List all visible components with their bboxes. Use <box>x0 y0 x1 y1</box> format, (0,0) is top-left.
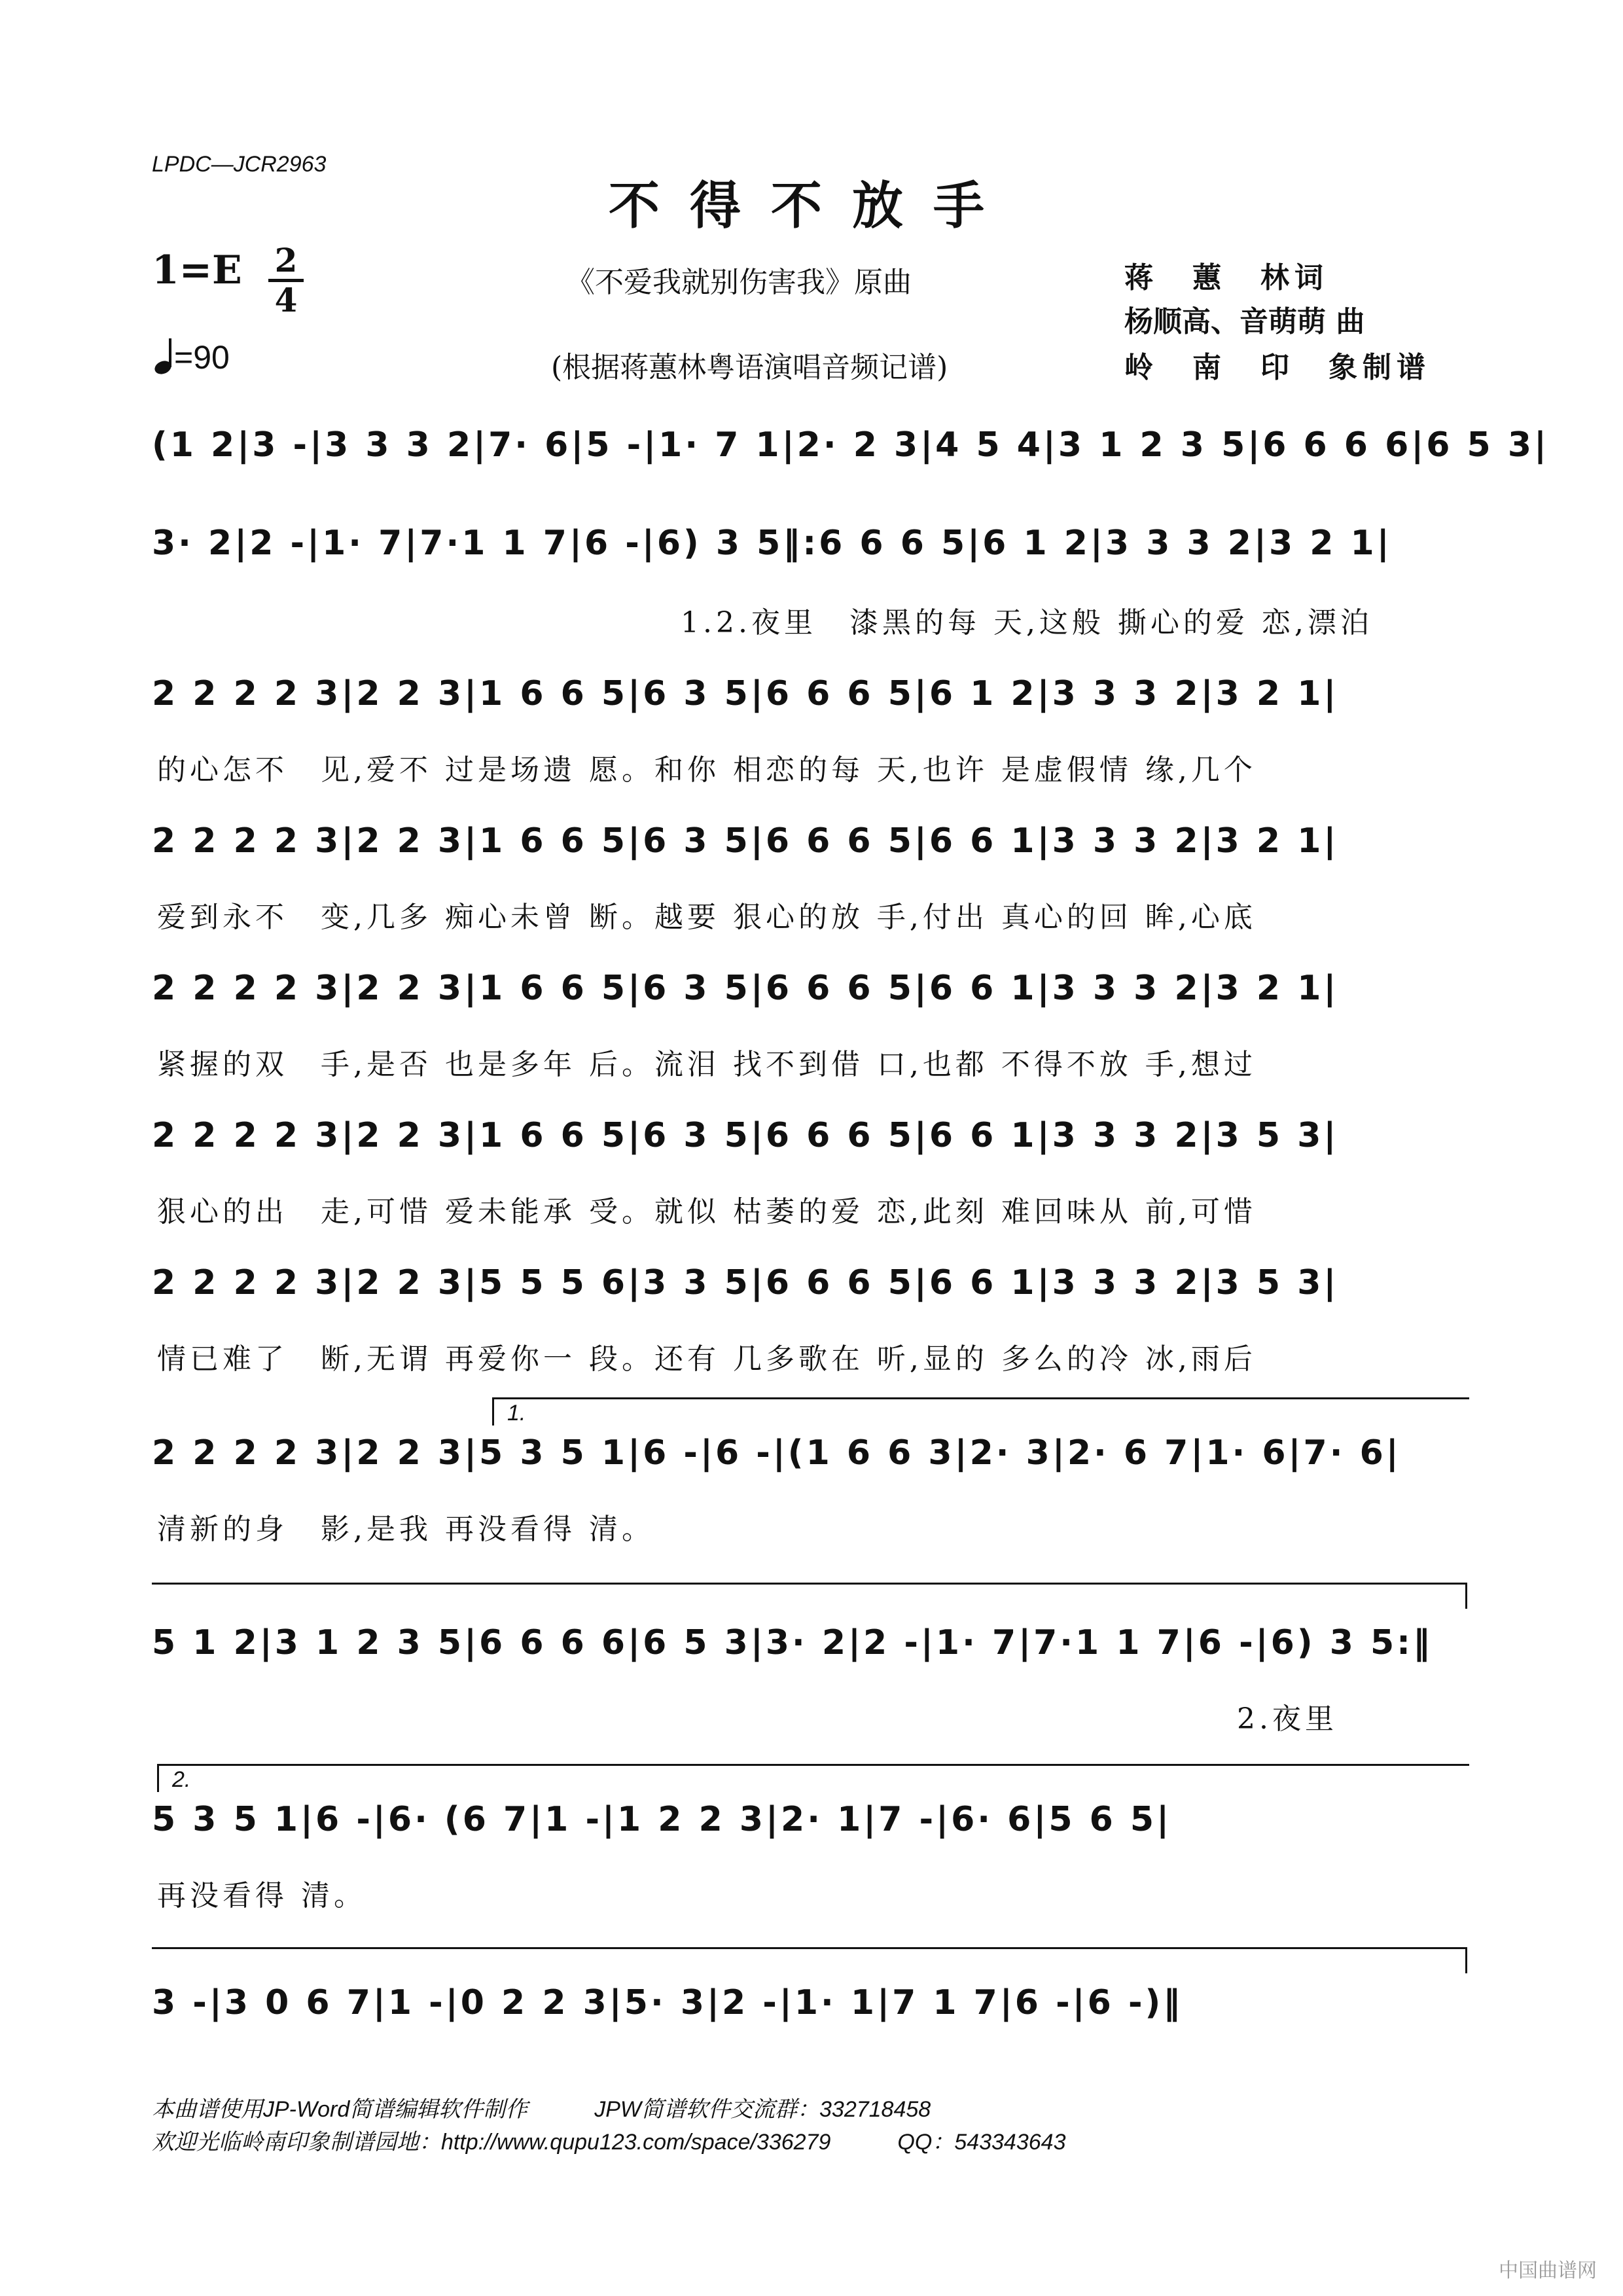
lyric-line-8: 清新的身 影,是我 再没看得 清。 <box>157 1513 654 1546</box>
music-line-6 <box>152 1116 1471 1175</box>
lyricist-credit: 蒋 蕙 林词 <box>1124 261 1329 295</box>
footer-line-2: 欢迎光临岭南印象制谱园地：http://www.qupu123.com/space/336279 QQ：543343643 <box>152 2130 1066 2155</box>
original-song: 《不爱我就别伤害我》原曲 <box>566 266 912 299</box>
meter-top: 2 <box>274 241 298 279</box>
quarter-note-icon <box>154 337 174 376</box>
coda-rule <box>152 1947 1467 1949</box>
volta-rule-end <box>1465 1583 1467 1609</box>
time-signature <box>268 243 304 317</box>
volta-rule <box>152 1583 1467 1585</box>
volta-bracket-2 <box>157 1764 1469 1792</box>
notation: 5 3 5 1|6 -|6· (6 7|1 -|1 2 2 3|2· 1|7 -|6· 6|5 6 5| <box>152 1800 1172 1839</box>
notation: 2 2 2 2 3|2 2 3|1 6 6 5|6 3 5|6 6 6 5|6 6 1|3 3 3 2|3 2 1| <box>152 821 1339 861</box>
music-line-9 <box>152 1623 1471 1682</box>
meter-bottom: 4 <box>274 281 298 319</box>
tempo-value: =90 <box>174 339 230 376</box>
watermark: 中国曲谱网 <box>1499 2260 1597 2282</box>
music-line-5 <box>152 969 1471 1028</box>
footer-line-1: 本曲谱使用JP-Word简谱编辑软件制作 JPW简谱软件交流群：332718458 <box>152 2097 931 2122</box>
music-line-7 <box>152 1263 1471 1322</box>
volta-bracket-1 <box>492 1397 1469 1426</box>
volta-1-label: 1. <box>507 1401 526 1426</box>
music-line-4 <box>152 821 1471 880</box>
notation: 2 2 2 2 3|2 2 3|5 3 5 1|6 -|6 -|(1 6 6 3|2· 3|2· 6 7|1· 6|7· 6| <box>152 1433 1401 1473</box>
music-line-1 <box>152 425 1550 484</box>
coda-rule-end <box>1465 1947 1467 1973</box>
volta-2-label: 2. <box>172 1767 191 1792</box>
lyric-line-5: 紧握的双 手,是否 也是多年 后。流泪 找不到借 口,也都 不得不放 手,想过 <box>157 1048 1257 1081</box>
lyric-line-2: 1.2.夜里 漆黑的每 天,这般 撕心的爱 恋,漂泊 <box>681 606 1373 639</box>
notation: 3 -|3 0 6 7|1 -|0 2 2 3|5· 3|2 -|1· 1|7 1 7|6 -|6 -)‖ <box>152 1983 1183 2022</box>
lyric-line-7: 情已难了 断,无谓 再爱你一 段。还有 几多歌在 听,显的 多么的冷 冰,雨后 <box>157 1342 1257 1376</box>
arranger-credit: 岭 南 印 象制谱 <box>1124 351 1431 384</box>
music-line-10 <box>152 1800 1471 1859</box>
music-line-11 <box>152 1983 1471 2042</box>
music-line-2 <box>152 524 1471 583</box>
page-title: 不得不放手 <box>608 176 1014 236</box>
lyric-line-3: 的心怎不 见,爱不 过是场遗 愿。和你 相恋的每 天,也许 是虚假情 缘,几个 <box>157 753 1257 787</box>
notation: 2 2 2 2 3|2 2 3|1 6 6 5|6 3 5|6 6 6 5|6 6 1|3 3 3 2|3 5 3| <box>152 1116 1339 1155</box>
music-line-3 <box>152 674 1471 733</box>
score-code: LPDC—JCR2963 <box>152 152 327 177</box>
transcription-note: (根据蒋蕙林粤语演唱音频记谱) <box>551 351 948 384</box>
composer-credit: 杨顺高、音萌萌 曲 <box>1124 305 1365 338</box>
notation: 3· 2|2 -|1· 7|7·1 1 7|6 -|6) 3 5‖:6 6 6 5|6 1 2|3 3 3 2|3 2 1| <box>152 524 1392 563</box>
lyric-line-6: 狠心的出 走,可惜 爱未能承 受。就似 枯萎的爱 恋,此刻 难回味从 前,可惜 <box>157 1195 1257 1229</box>
lyric-line-4: 爱到永不 变,几多 痴心未曾 断。越要 狠心的放 手,付出 真心的回 眸,心底 <box>157 901 1257 934</box>
music-line-8 <box>152 1433 1471 1492</box>
lyric-line-9: 2.夜里 <box>157 1702 1338 1736</box>
lyric-line-10: 再没看得 清。 <box>157 1879 366 1912</box>
notation: (1 2|3 -|3 3 3 2|7· 6|5 -|1· 7 1|2· 2 3|4 5 4|3 1 2 3 5|6 6 6 6|6 5 3| <box>152 425 1550 465</box>
key-signature: 1=E <box>152 247 242 293</box>
tempo-marking <box>154 337 230 376</box>
notation: 2 2 2 2 3|2 2 3|1 6 6 5|6 3 5|6 6 6 5|6 6 1|3 3 3 2|3 2 1| <box>152 969 1339 1008</box>
notation: 2 2 2 2 3|2 2 3|1 6 6 5|6 3 5|6 6 6 5|6 1 2|3 3 3 2|3 2 1| <box>152 674 1339 713</box>
notation: 5 1 2|3 1 2 3 5|6 6 6 6|6 5 3|3· 2|2 -|1· 7|7·1 1 7|6 -|6) 3 5:‖ <box>152 1623 1433 1662</box>
notation: 2 2 2 2 3|2 2 3|5 5 5 6|3 3 5|6 6 6 5|6 6 1|3 3 3 2|3 5 3| <box>152 1263 1339 1302</box>
